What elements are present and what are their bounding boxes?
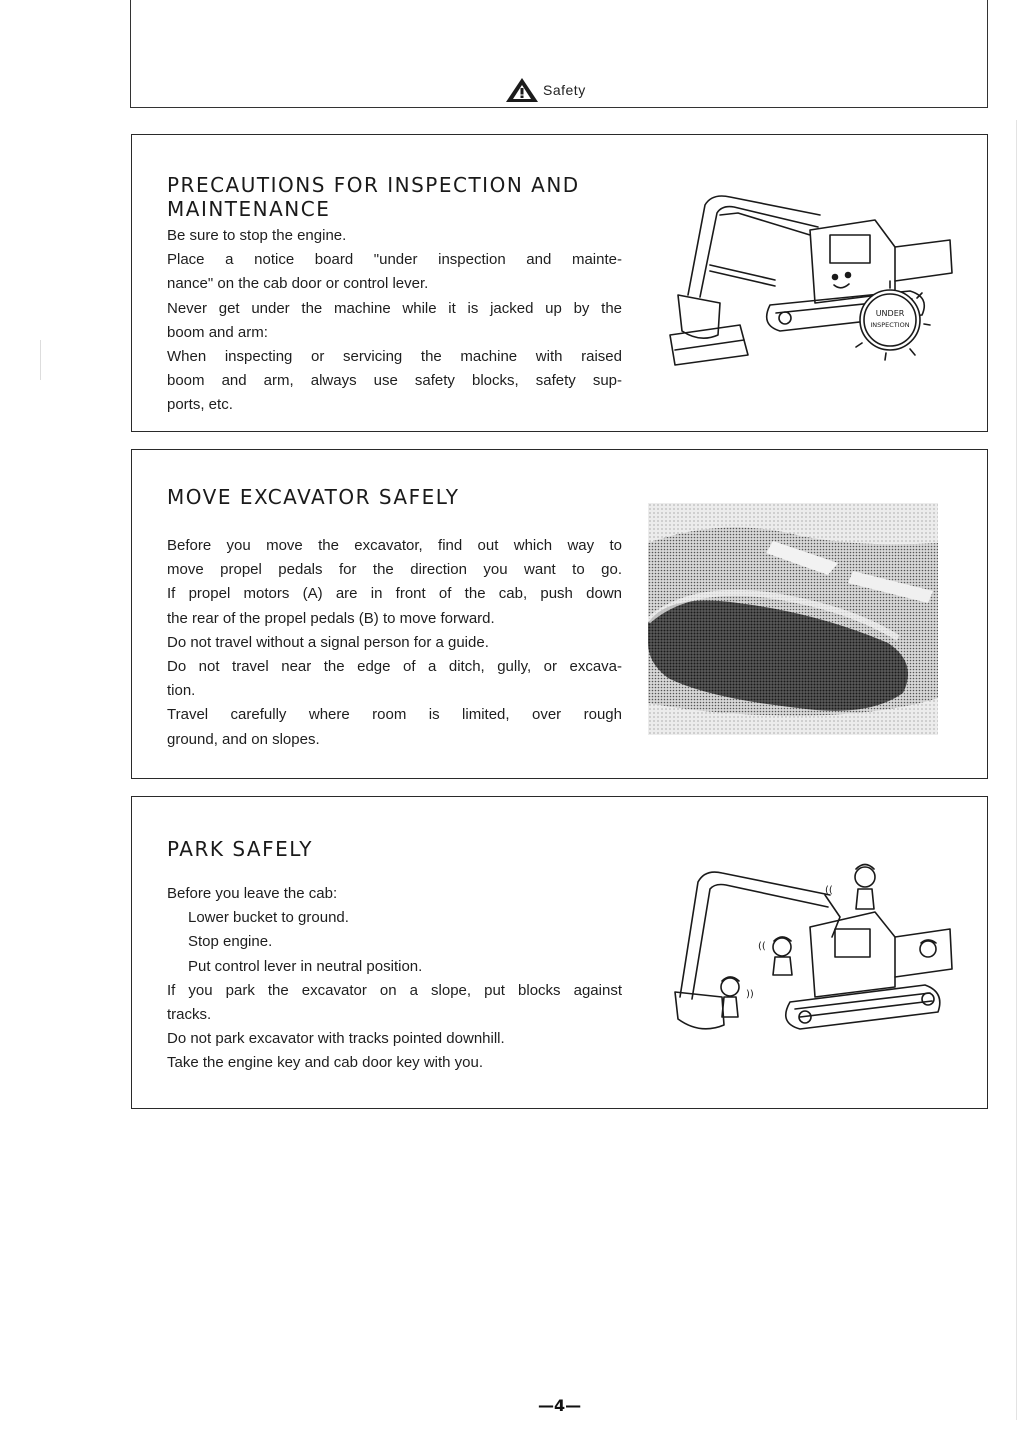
- body-line: Before you leave the cab:: [167, 885, 338, 902]
- move-excavator-section: [131, 449, 988, 779]
- page-frame-right: [987, 0, 988, 108]
- excavator-under-inspection-illustration: [660, 185, 970, 380]
- inspection-maintenance-section: [131, 134, 988, 432]
- section-title-line-1: PRECAUTIONS FOR INSPECTION AND: [167, 173, 580, 197]
- ditch-edge-photo: [648, 503, 938, 735]
- sign-text-inspection: INSPECTION: [870, 321, 910, 329]
- body-line: If you park the excavator on a slope, put blocks against: [167, 981, 622, 999]
- body-line: Do not travel without a signal person for a guide.: [167, 633, 489, 651]
- page-header: [505, 76, 586, 104]
- svg-text:((: ((: [825, 885, 833, 896]
- body-line: nance" on the cab door or control lever.: [167, 275, 429, 293]
- section-title-line-2: MAINTENANCE: [167, 197, 331, 221]
- warning-triangle-icon: [505, 77, 539, 103]
- body-line: boom and arm:: [167, 323, 268, 341]
- body-line: Take the engine key and cab door key with you.: [167, 1054, 484, 1072]
- header-rule: [130, 107, 988, 108]
- body-line: Never get under the machine while it is jacked up by the: [167, 299, 622, 317]
- body-line: tracks.: [167, 1006, 212, 1024]
- section-body: [167, 882, 622, 1076]
- page-number: —4—: [538, 1396, 582, 1415]
- body-line: When inspecting or servicing the machine with raised: [167, 348, 622, 366]
- scan-edge-mark: [40, 340, 41, 380]
- scan-edge-mark: [1016, 120, 1017, 1420]
- section-title: [167, 173, 627, 221]
- body-line: ports, etc.: [167, 396, 233, 414]
- body-line: If propel motors (A) are in front of the cab, push down: [167, 585, 622, 603]
- sign-text-under: UNDER: [875, 309, 905, 318]
- body-line: the rear of the propel pedals (B) to move forward.: [167, 609, 495, 627]
- park-safely-section: [131, 796, 988, 1109]
- page-frame-left: [130, 0, 131, 108]
- svg-text:)): )): [746, 989, 754, 1000]
- section-body: [167, 224, 622, 418]
- section-title: PARK SAFELY: [167, 837, 313, 861]
- section-label: Safety: [543, 82, 586, 98]
- body-line: Do not travel near the edge of a ditch, gully, or excava-: [167, 658, 622, 676]
- body-line: Travel carefully where room is limited, over rough: [167, 706, 622, 724]
- svg-text:((: ((: [758, 941, 766, 952]
- body-line: Lower bucket to ground.: [188, 909, 349, 927]
- body-line: Place a notice board "under inspection and mainte-: [167, 251, 622, 269]
- body-line: Put control lever in neutral position.: [188, 957, 423, 975]
- section-body: [167, 534, 622, 752]
- body-line: Stop engine.: [188, 933, 273, 951]
- section-title: MOVE EXCAVATOR SAFELY: [167, 485, 460, 509]
- body-line: Be sure to stop the engine.: [167, 227, 347, 244]
- body-line: tion.: [167, 682, 196, 700]
- body-line: Do not park excavator with tracks pointed downhill.: [167, 1030, 505, 1048]
- body-line: boom and arm, always use safety blocks, safety sup-: [167, 372, 622, 390]
- body-line: Before you move the excavator, find out which way to: [167, 537, 622, 554]
- body-line: move propel pedals for the direction you want to go.: [167, 561, 622, 579]
- parked-excavator-illustration: [660, 857, 960, 1057]
- body-line: ground, and on slopes.: [167, 730, 320, 748]
